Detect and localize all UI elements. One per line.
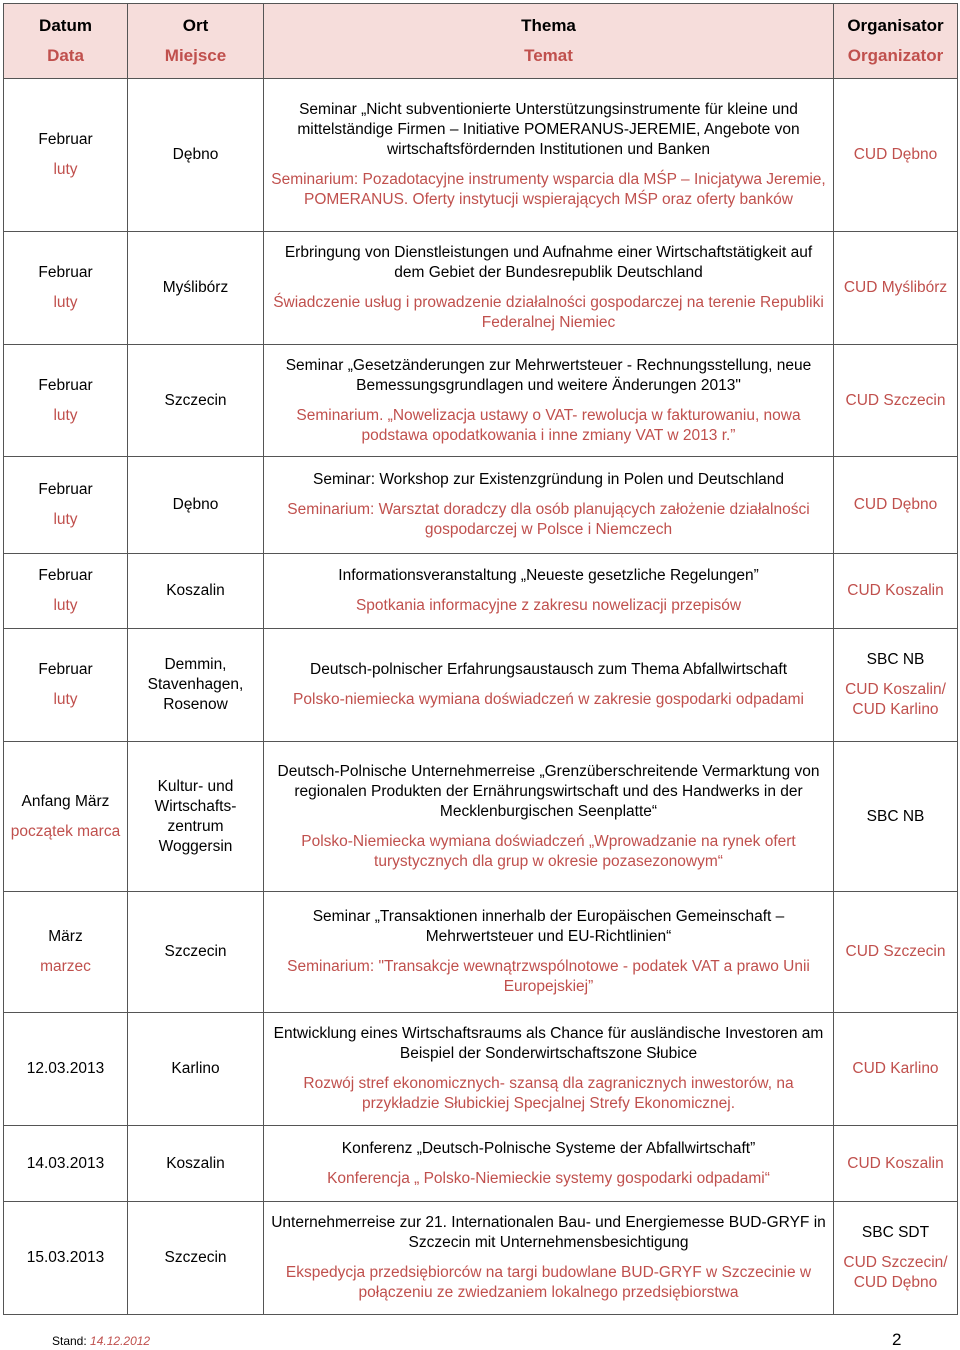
cell-place: Karlino <box>128 1013 264 1126</box>
table-row <box>4 457 958 554</box>
cell-topic: Deutsch-polnischer Erfahrungsaustausch zum Thema Abfallwirtschaft Polsko-niemiecka wymiana doświadczeń w zakresie gospodarki odpadami <box>264 629 834 742</box>
cell-topic: Seminar „Transaktionen innerhalb der Europäischen Gemeinschaft – Mehrwertsteuer und EU-Richtlinien“ Seminarium: "Transakcje wewnątrzwspólnotowe - podatek VAT a prawo Unii Europejskiej” <box>264 892 834 1013</box>
cell-organizer: CUD Myślibórz <box>834 232 958 345</box>
cell-organizer: SBC NB <box>834 742 958 892</box>
cell-topic: Deutsch-Polnische Unternehmerreise „Grenzüberschreitende Vermarktung von regionalen Produkten der Ernährungswirtschaft und des Handwerks in der Mecklenburgischen Seenplatte“ Polsko-Niemiecka wymiana doświadczeń „Wprowadzanie na rynek ofert turystycznych dla grup w okresie pozasezonowym“ <box>264 742 834 892</box>
cell-topic: Unternehmerreise zur 21. Internationalen Bau- und Energiemesse BUD-GRYF in Szczecin mit Unternehmensbesichtigung Ekspedycja przedsiębiorców na targi budowlane BUD-GRYF w Szczecinie w połączeniu ze zwiedzaniem lokalnego przedsiębiorstwa <box>264 1202 834 1315</box>
cell-date: Februar luty <box>4 457 128 554</box>
stand-label: Stand: <box>52 1334 87 1348</box>
cell-organizer: CUD Karlino <box>834 1013 958 1126</box>
cell-organizer: CUD Szczecin <box>834 345 958 457</box>
table-row <box>4 892 958 1013</box>
table-row <box>4 742 958 892</box>
footer-stand <box>52 1334 150 1348</box>
table-row <box>4 1126 958 1202</box>
cell-organizer: CUD Koszalin <box>834 1126 958 1202</box>
table-row <box>4 1013 958 1126</box>
cell-organizer: CUD Dębno <box>834 79 958 232</box>
header-date: Datum Data <box>4 4 128 79</box>
cell-date: Anfang März początek marca <box>4 742 128 892</box>
table-row <box>4 1202 958 1315</box>
cell-topic: Seminar „Gesetzänderungen zur Mehrwertsteuer - Rechnungsstellung, neue Bemessungsgrundlagen und weitere Änderungen 2013" Seminarium. „Nowelizacja ustawy o VAT- rewolucja w fakturowaniu, nowa podstawa opodatkowania i inne zmiany VAT w 2013 r.” <box>264 345 834 457</box>
cell-date: 15.03.2013 <box>4 1202 128 1315</box>
cell-date: Februar luty <box>4 554 128 629</box>
table-row <box>4 79 958 232</box>
cell-organizer: SBC NB CUD Koszalin/ CUD Karlino <box>834 629 958 742</box>
cell-organizer: CUD Dębno <box>834 457 958 554</box>
cell-topic: Erbringung von Dienstleistungen und Aufnahme einer Wirtschaftstätigkeit auf dem Gebiet der Bundesrepublik Deutschland Świadczenie usług i prowadzenie działalności gospodarczej na terenie Republiki Federalnej Niemiec <box>264 232 834 345</box>
cell-place: Demmin, Stavenhagen, Rosenow <box>128 629 264 742</box>
cell-topic: Konferenz „Deutsch-Polnische Systeme der Abfallwirtschaft” Konferencja „ Polsko-Niemieckie systemy gospodarki odpadami“ <box>264 1126 834 1202</box>
events-table <box>3 3 958 1315</box>
header-organizer: Organisator Organizator <box>834 4 958 79</box>
cell-organizer: CUD Koszalin <box>834 554 958 629</box>
cell-date: März marzec <box>4 892 128 1013</box>
table-row <box>4 345 958 457</box>
header-topic: Thema Temat <box>264 4 834 79</box>
cell-place: Koszalin <box>128 554 264 629</box>
cell-organizer: SBC SDT CUD Szczecin/ CUD Dębno <box>834 1202 958 1315</box>
table-row <box>4 629 958 742</box>
cell-topic: Seminar: Workshop zur Existenzgründung in Polen und Deutschland Seminarium: Warsztat doradczy dla osób planujących założenie działalności gospodarczej w Polsce i Niemczech <box>264 457 834 554</box>
cell-place: Szczecin <box>128 345 264 457</box>
cell-date: Februar luty <box>4 629 128 742</box>
cell-topic: Seminar „Nicht subventionierte Unterstützungsinstrumente für kleine und mittelständige Firmen – Initiative POMERANUS-JEREMIE, Angebote von wirtschaftsfördernden Institutionen und Banken Seminarium: Pozadotacyjne instrumenty wsparcia dla MŚP – Inicjatywa Jeremie, POMERANUS. Oferty instytucji wspierających MŚP oraz oferty banków <box>264 79 834 232</box>
stand-date: 14.12.2012 <box>90 1334 151 1348</box>
cell-place: Koszalin <box>128 1126 264 1202</box>
cell-organizer: CUD Szczecin <box>834 892 958 1013</box>
table-row <box>4 554 958 629</box>
page-number: 2 <box>892 1330 902 1349</box>
cell-place: Myślibórz <box>128 232 264 345</box>
table-row <box>4 232 958 345</box>
cell-topic: Entwicklung eines Wirtschaftsraums als Chance für ausländische Investoren am Beispiel der Sonderwirtschaftszone Słubice Rozwój stref ekonomicznych- szansą dla zagranicznych inwestorów, na przykładzie Słubickiej Specjalnej Strefy Ekonomicznej. <box>264 1013 834 1126</box>
cell-date: 12.03.2013 <box>4 1013 128 1126</box>
cell-date: Februar luty <box>4 232 128 345</box>
table-header-row <box>4 4 958 79</box>
header-place: Ort Miejsce <box>128 4 264 79</box>
cell-date: Februar luty <box>4 345 128 457</box>
cell-topic: Informationsveranstaltung „Neueste gesetzliche Regelungen” Spotkania informacyjne z zakresu nowelizacji przepisów <box>264 554 834 629</box>
cell-place: Szczecin <box>128 892 264 1013</box>
cell-place: Kultur- und Wirtschafts-zentrum Woggersin <box>128 742 264 892</box>
cell-place: Szczecin <box>128 1202 264 1315</box>
cell-place: Dębno <box>128 457 264 554</box>
cell-date: 14.03.2013 <box>4 1126 128 1202</box>
cell-place: Dębno <box>128 79 264 232</box>
cell-date: Februar luty <box>4 79 128 232</box>
